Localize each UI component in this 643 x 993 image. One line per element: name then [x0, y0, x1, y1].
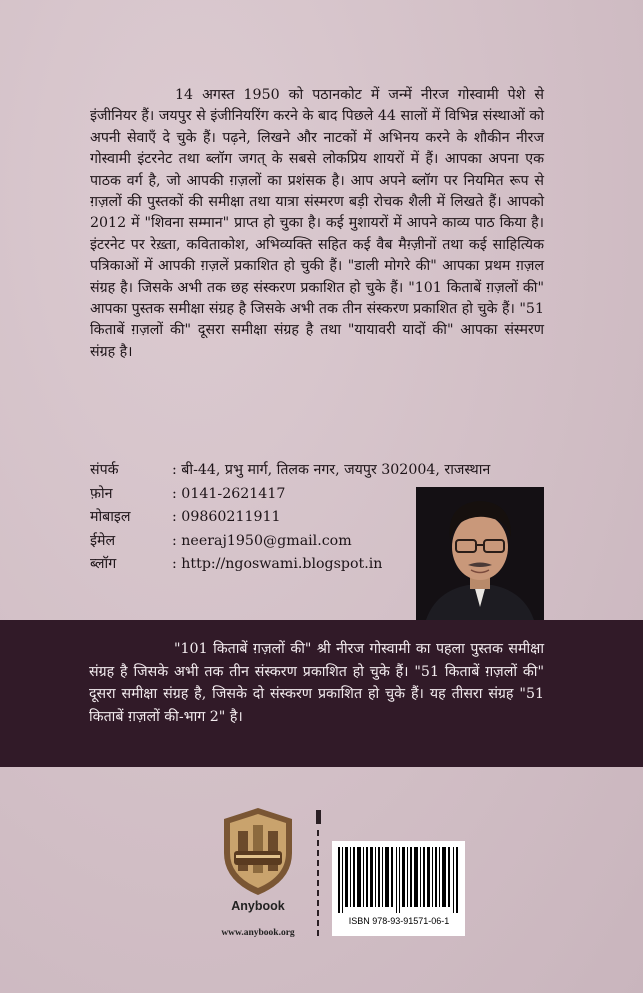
contact-row-blog	[90, 553, 450, 577]
author-photo	[416, 487, 544, 620]
publisher-url[interactable]: www.anybook.org	[221, 928, 295, 938]
contact-details	[90, 459, 491, 577]
contact-label-blog: ब्लॉग	[90, 556, 117, 572]
divider-cap	[316, 810, 321, 824]
dashed-divider	[317, 830, 321, 936]
anybook-shield-icon	[218, 805, 298, 897]
contact-row-email	[90, 530, 450, 554]
contact-row-phone	[90, 483, 450, 507]
contact-label-email: ईमेल	[90, 532, 116, 549]
contact-label-phone: फ़ोन	[90, 485, 113, 502]
barcode	[332, 841, 465, 936]
contact-value-phone: : 0141-2621417	[172, 485, 286, 502]
isbn-number: ISBN 978-93-91571-06-1	[348, 916, 450, 926]
contact-value-email: : neeraj1950@gmail.com	[172, 532, 352, 549]
contact-row-mobile	[90, 506, 450, 530]
contact-value-blog: : http://ngoswami.blogspot.in	[172, 556, 383, 572]
publisher-logo[interactable]	[218, 805, 298, 945]
author-bio	[90, 85, 544, 363]
bio-paragraph: 14 अगस्त 1950 को पठानकोट में जन्में नीरज गोस्वामी पेशे से इंजीनियर हैं। जयपुर से इंजीनियरिंग करने के बाद पिछले 44 सालों में विभिन्न संस्थाओं को अपनी सेवाएँ दे चुके हैं। पढ़ने, लिखने और नाटकों में अभिनय करने के शौकीन नीरज गोस्वामी इंटरनेट तथा ब्लॉग जगत् के सबसे लोकप्रिय शायरों में हैं। आपका अपना एक पाठक वर्ग है, जो आपकी ग़ज़लों का प्रशंसक है। आप अपने ब्लॉग पर नियमित रूप से ग़ज़लों की पुस्तकों की समीक्षा तथा यात्रा संस्मरण बड़ी रोचक शैली में लिखते हैं। आपको 2012 में "शिवना सम्मान" प्राप्त हो चुका है। कई मुशायरों में आपने काव्य पाठ किया है। इंटरनेट पर रेख़्ता, कविताकोश, अभिव्यक्ति सहित कई वैब मैग़्ज़ीनों तथा कई साहित्यिक पत्रिकाओं में आपकी ग़ज़लें प्रकाशित हो चुकी हैं। "डाली मोगरे की" आपका प्रथम ग़ज़ल संग्रह है। जिसके अभी तक छह संस्करण प्रकाशित हो चुके हैं। "101 किताबें ग़ज़लों की" आपका पुस्तक समीक्षा संग्रह है जिसके अभी तक तीन संस्करण प्रकाशित हो चुके हैं। "51 किताबें ग़ज़लों की" दूसरा समीक्षा संग्रह है तथा "यायावरी यादों की" आपका संस्मरण संग्रह है।	[90, 87, 544, 360]
barcode-bars-icon	[332, 841, 465, 916]
contact-label-mobile: मोबाइल	[90, 509, 131, 525]
contact-label-address: संपर्क	[90, 462, 119, 478]
contact-value-address: : बी-44, प्रभु मार्ग, तिलक नगर, जयपुर 302004, राजस्थान	[172, 462, 491, 478]
author-portrait-illustration	[416, 487, 544, 620]
book-blurb: "101 किताबें ग़ज़लों की" श्री नीरज गोस्वामी का पहला पुस्तक समीक्षा संग्रह है जिसके अभी तक तीन संस्करण प्रकाशित हो चुके हैं। "51 किताबें ग़ज़लों की" दूसरा समीक्षा संग्रह है, जिसके दो संस्करण प्रकाशित हो चुके हैं। यह तीसरा संग्रह "51 किताबें ग़ज़लों की-भाग 2" है।	[89, 641, 544, 725]
publisher-name: Anybook	[231, 899, 285, 913]
contact-value-mobile: : 09860211911	[172, 509, 281, 525]
contact-row-address	[90, 459, 491, 483]
